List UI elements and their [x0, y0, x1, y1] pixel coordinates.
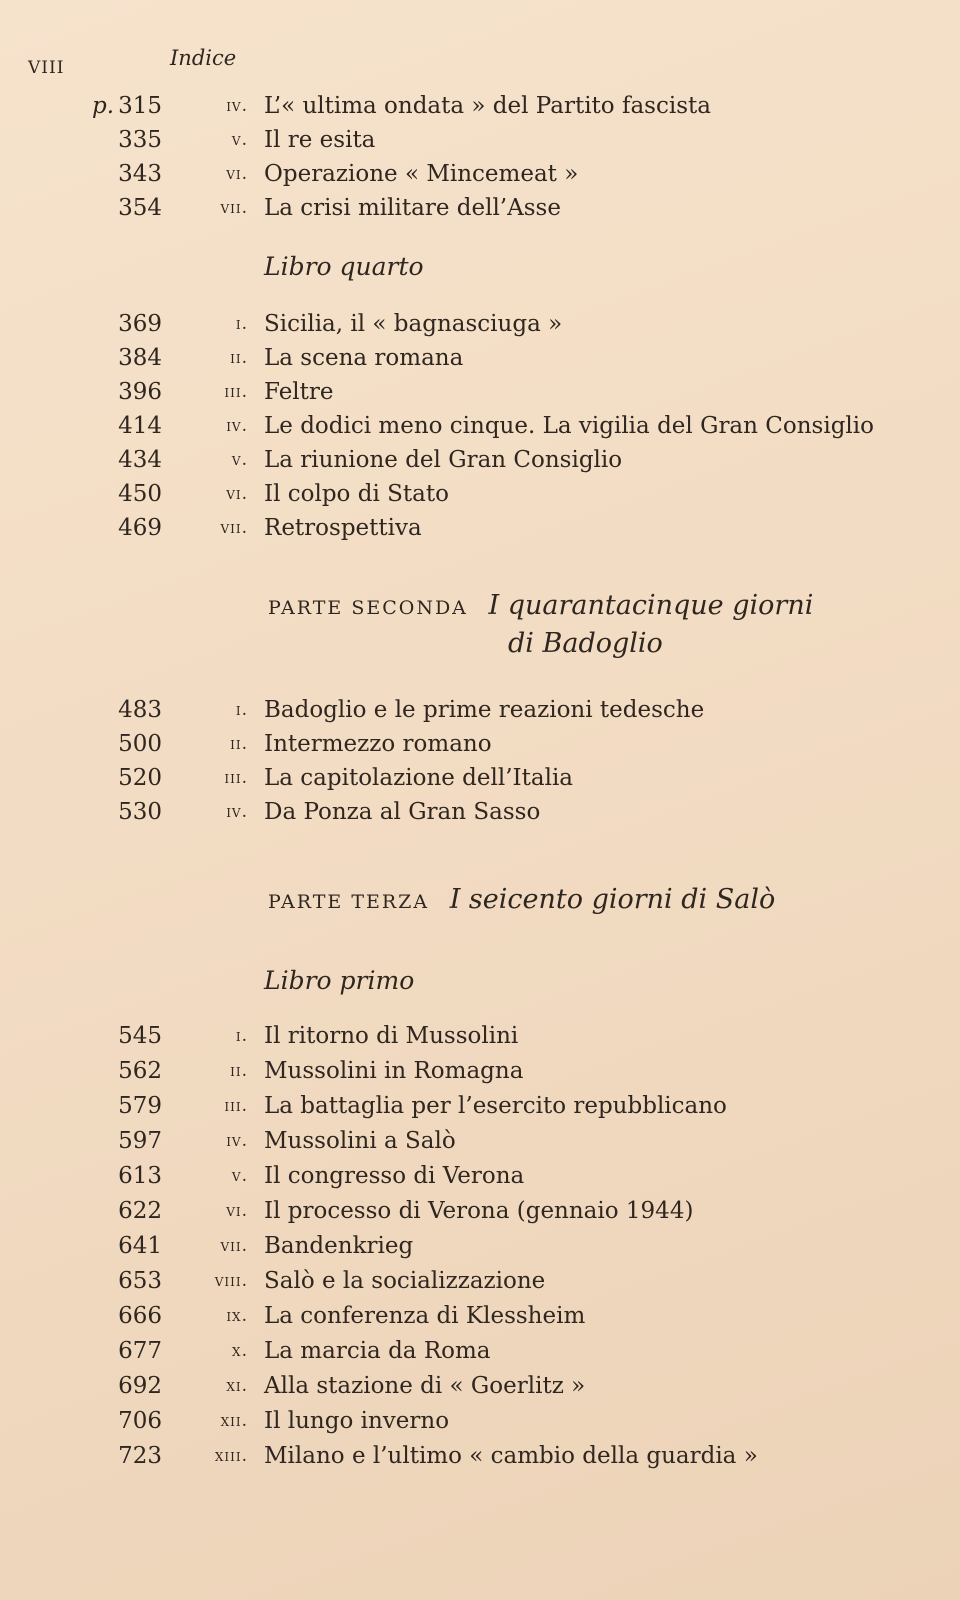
toc-chapter-title: Feltre — [264, 379, 334, 405]
toc-chapter-number: vii. — [220, 1236, 248, 1256]
toc-entry — [0, 90, 960, 122]
parte-terza-heading — [268, 884, 775, 915]
toc-page-number: 530 — [118, 799, 162, 825]
toc-chapter-number: i. — [235, 314, 248, 334]
toc-entry — [0, 410, 960, 442]
toc-chapter-title: Il re esita — [264, 127, 376, 153]
toc-chapter-title: Mussolini in Romagna — [264, 1058, 524, 1084]
toc-chapter-title: Operazione « Mincemeat » — [264, 161, 579, 187]
toc-entry — [0, 1160, 960, 1192]
part-title-line2: di Badoglio — [508, 628, 663, 659]
toc-page-number: 354 — [118, 195, 162, 221]
toc-entry — [0, 1405, 960, 1437]
toc-chapter-number: viii. — [214, 1271, 248, 1291]
toc-chapter-title: Badoglio e le prime reazioni tedesche — [264, 697, 705, 723]
part-title: I quarantacinque giorni — [488, 590, 814, 621]
toc-page-number: 450 — [118, 481, 162, 507]
toc-page-number: 653 — [118, 1268, 162, 1294]
toc-chapter-title: Il colpo di Stato — [264, 481, 449, 507]
toc-entry — [0, 124, 960, 156]
toc-page-number: 396 — [118, 379, 162, 405]
toc-chapter-title: La riunione del Gran Consiglio — [264, 447, 623, 473]
toc-chapter-title: La conferenza di Klessheim — [264, 1303, 586, 1329]
toc-page-number: 469 — [118, 515, 162, 541]
toc-chapter-title: Il ritorno di Mussolini — [264, 1023, 519, 1049]
toc-chapter-title: Mussolini a Salò — [264, 1128, 456, 1154]
toc-chapter-title: Retrospettiva — [264, 515, 422, 541]
toc-chapter-number: ii. — [230, 348, 248, 368]
toc-chapter-number: xii. — [220, 1411, 248, 1431]
running-head: Indice — [170, 46, 237, 70]
toc-chapter-title: La scena romana — [264, 345, 464, 371]
toc-chapter-number: iii. — [224, 1096, 248, 1116]
toc-page-number: 384 — [118, 345, 162, 371]
toc-chapter-title: Da Ponza al Gran Sasso — [264, 799, 541, 825]
toc-chapter-number: iv. — [226, 416, 248, 436]
toc-chapter-number: iv. — [226, 1131, 248, 1151]
toc-chapter-number: vii. — [220, 198, 248, 218]
toc-entry — [0, 512, 960, 544]
toc-chapter-number: xiii. — [214, 1446, 248, 1466]
toc-page-number: 692 — [118, 1373, 162, 1399]
toc-entry — [0, 1230, 960, 1262]
toc-chapter-number: i. — [235, 1026, 248, 1046]
toc-page-number: 369 — [118, 311, 162, 337]
toc-entry — [0, 376, 960, 408]
toc-chapter-number: vi. — [226, 164, 248, 184]
toc-entry — [0, 1335, 960, 1367]
toc-chapter-number: iii. — [224, 768, 248, 788]
toc-page-number: 343 — [118, 161, 162, 187]
toc-chapter-title: Il lungo inverno — [264, 1408, 450, 1434]
toc-page-number: 579 — [118, 1093, 162, 1119]
toc-chapter-number: x. — [232, 1341, 248, 1361]
toc-chapter-number: vii. — [220, 518, 248, 538]
part-title: I seicento giorni di Salò — [449, 884, 776, 915]
toc-entry — [0, 1020, 960, 1052]
libro-quarto-heading: Libro quarto — [264, 252, 424, 281]
toc-page-number: 520 — [118, 765, 162, 791]
toc-chapter-title: La capitolazione dell’Italia — [264, 765, 574, 791]
toc-chapter-title: Il congresso di Verona — [264, 1163, 525, 1189]
toc-chapter-title: L’« ultima ondata » del Partito fascista — [264, 93, 711, 119]
toc-entry — [0, 158, 960, 190]
toc-chapter-title: La marcia da Roma — [264, 1338, 491, 1364]
toc-page-number: 335 — [118, 127, 162, 153]
parte-seconda-heading — [268, 590, 813, 621]
toc-chapter-number: xi. — [226, 1376, 248, 1396]
toc-chapter-title: La battaglia per l’esercito repubblicano — [264, 1093, 727, 1119]
toc-page-number: 483 — [118, 697, 162, 723]
toc-chapter-number: ii. — [230, 1061, 248, 1081]
toc-entry — [0, 342, 960, 374]
toc-page-number: 613 — [118, 1163, 162, 1189]
toc-page-number: 545 — [118, 1023, 162, 1049]
toc-page-number: 562 — [118, 1058, 162, 1084]
toc-chapter-number: i. — [235, 700, 248, 720]
toc-chapter-number: iv. — [226, 802, 248, 822]
toc-chapter-number: ix. — [226, 1306, 248, 1326]
toc-entry — [0, 308, 960, 340]
toc-entry — [0, 728, 960, 760]
toc-chapter-number: vi. — [226, 1201, 248, 1221]
toc-entry — [0, 1195, 960, 1227]
part-label: PARTE SECONDA — [268, 597, 468, 619]
toc-chapter-number: iv. — [226, 96, 248, 116]
toc-chapter-title: Milano e l’ultimo « cambio della guardia » — [264, 1443, 758, 1469]
toc-entry — [0, 762, 960, 794]
toc-entry — [0, 1055, 960, 1087]
toc-chapter-number: v. — [231, 450, 248, 470]
toc-page-number: 500 — [118, 731, 162, 757]
toc-page-number: 706 — [118, 1408, 162, 1434]
toc-entry — [0, 1300, 960, 1332]
libro-primo-heading: Libro primo — [264, 966, 415, 995]
toc-entry — [0, 694, 960, 726]
toc-chapter-title: Il processo di Verona (gennaio 1944) — [264, 1198, 694, 1224]
toc-entry — [0, 1370, 960, 1402]
toc-entry — [0, 478, 960, 510]
toc-chapter-title: Bandenkrieg — [264, 1233, 414, 1259]
toc-chapter-number: iii. — [224, 382, 248, 402]
toc-page-number: 666 — [118, 1303, 162, 1329]
toc-entry — [0, 192, 960, 224]
toc-chapter-title: Intermezzo romano — [264, 731, 492, 757]
toc-entry — [0, 1125, 960, 1157]
toc-entry — [0, 1440, 960, 1472]
part-label: PARTE TERZA — [268, 891, 430, 913]
toc-entry — [0, 1265, 960, 1297]
toc-entry — [0, 444, 960, 476]
toc-page-number: 641 — [118, 1233, 162, 1259]
toc-entry — [0, 1090, 960, 1122]
toc-page-number: 622 — [118, 1198, 162, 1224]
toc-page-number: 315 — [118, 93, 162, 119]
toc-chapter-number: vi. — [226, 484, 248, 504]
toc-page-number: 597 — [118, 1128, 162, 1154]
toc-chapter-number: ii. — [230, 734, 248, 754]
toc-chapter-title: Alla stazione di « Goerlitz » — [264, 1373, 586, 1399]
toc-entry — [0, 796, 960, 828]
toc-page-number: 414 — [118, 413, 162, 439]
toc-chapter-number: v. — [231, 130, 248, 150]
toc-chapter-title: Salò e la socializzazione — [264, 1268, 546, 1294]
toc-page-number: 677 — [118, 1338, 162, 1364]
toc-chapter-title: La crisi militare dell’Asse — [264, 195, 561, 221]
toc-chapter-number: v. — [231, 1166, 248, 1186]
page-folio: VIII — [28, 58, 65, 78]
toc-page-number: 434 — [118, 447, 162, 473]
toc-chapter-title: Sicilia, il « bagnasciuga » — [264, 311, 563, 337]
toc-page-number: 723 — [118, 1443, 162, 1469]
page-prefix: p. — [92, 93, 115, 119]
toc-chapter-title: Le dodici meno cinque. La vigilia del Gran Consiglio — [264, 413, 874, 439]
